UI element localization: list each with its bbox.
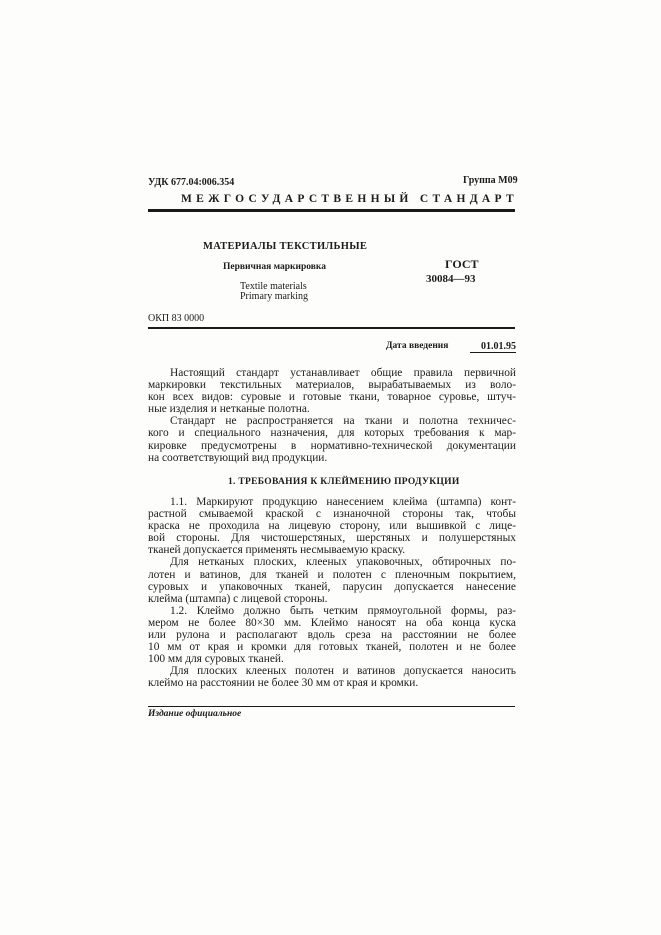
text-line: 1.2. Клеймо должно быть четким прямоугольной формы, раз-	[170, 604, 516, 617]
intro-date-value: 01.01.95	[481, 341, 516, 352]
udk-code: УДК 677.04:006.354	[148, 177, 235, 188]
text-line: мером не более 80×30 мм. Клеймо наносят на оба конца куска	[148, 616, 516, 629]
intro-date-label: Дата введения	[386, 341, 449, 351]
text-line: Стандарт не распространяется на ткани и полотна техничес-	[170, 415, 516, 428]
section-heading: 1. ТРЕБОВАНИЯ К КЛЕЙМЕНИЮ ПРОДУКЦИИ	[228, 477, 460, 487]
text-line: растной смываемой краской с изнаночной стороны так, чтобы	[148, 508, 516, 521]
text-line: маркировки текстильных материалов, вырабатываемых из воло-	[148, 379, 516, 392]
text-line: на соответствующий вид продукции.	[148, 451, 328, 464]
text-line: клейма (штампа) с лицевой стороны.	[148, 592, 328, 605]
document-title-en: Textile materials	[240, 281, 307, 292]
text-line: или рулона и располагают вдоль среза на расстоянии не более	[148, 629, 516, 642]
text-line: краска не проходила на лицевую сторону, или вышивкой с лице-	[148, 520, 516, 533]
text-line: 100 мм для суровых тканей.	[148, 653, 284, 666]
text-line: Настоящий стандарт устанавливает общие правила первичной	[170, 367, 516, 379]
text-line: 10 мм от края и кромки для готовых тканей, полотен и не более	[148, 641, 516, 654]
gost-number: 30084—93	[426, 273, 476, 285]
okp-code: ОКП 83 0000	[148, 313, 205, 324]
text-line: кировке предусмотрены в нормативно-технической документации	[148, 439, 516, 452]
document-title: МАТЕРИАЛЫ ТЕКСТИЛЬНЫЕ	[203, 241, 368, 252]
text-line: вой стороны. Для чистошерстяных, шерстяных и полушерстяных	[148, 532, 516, 545]
section-text	[148, 496, 516, 690]
title-rule	[148, 327, 515, 329]
text-line: Для нетканых плоских, клееных упаковочных, обтирочных по-	[170, 556, 516, 569]
text-line: тканей допускается применять несмываемую краску.	[148, 544, 406, 557]
interstate-standard-heading: МЕЖГОСУДАРСТВЕННЫЙ СТАНДАРТ	[181, 193, 518, 205]
text-line: суровых и упаковочных тканей, парусин допускается нанесение	[148, 580, 516, 593]
text-line: лотен и ватинов, для тканей и полотен с пленочным покрытием,	[148, 568, 516, 581]
gost-label: ГОСТ	[445, 257, 479, 271]
text-line: кон всех видов: суровые и готовые ткани, товарное суровье, штуч-	[148, 391, 516, 404]
intro-text	[148, 367, 516, 464]
document-subtitle: Первичная маркировка	[223, 262, 326, 272]
text-line: клеймо на расстоянии не более 30 мм от края и кромки.	[148, 677, 419, 690]
text-line: Для плоских клееных полотен и ватинов допускается наносить	[170, 665, 516, 678]
text-line: ные изделия и нетканые полотна.	[148, 403, 310, 416]
text-line: 1.1. Маркируют продукцию нанесением клейма (штампа) конт-	[170, 496, 516, 508]
header-rule	[148, 209, 515, 212]
intro-date-underline	[470, 352, 516, 353]
group-code: Группа М09	[463, 175, 518, 186]
document-subtitle-en: Primary marking	[240, 291, 309, 302]
official-edition-note: Издание официальное	[148, 709, 242, 719]
footer-rule	[148, 706, 515, 707]
text-line: кого и специального назначения, для которых требования к мар-	[148, 427, 516, 440]
